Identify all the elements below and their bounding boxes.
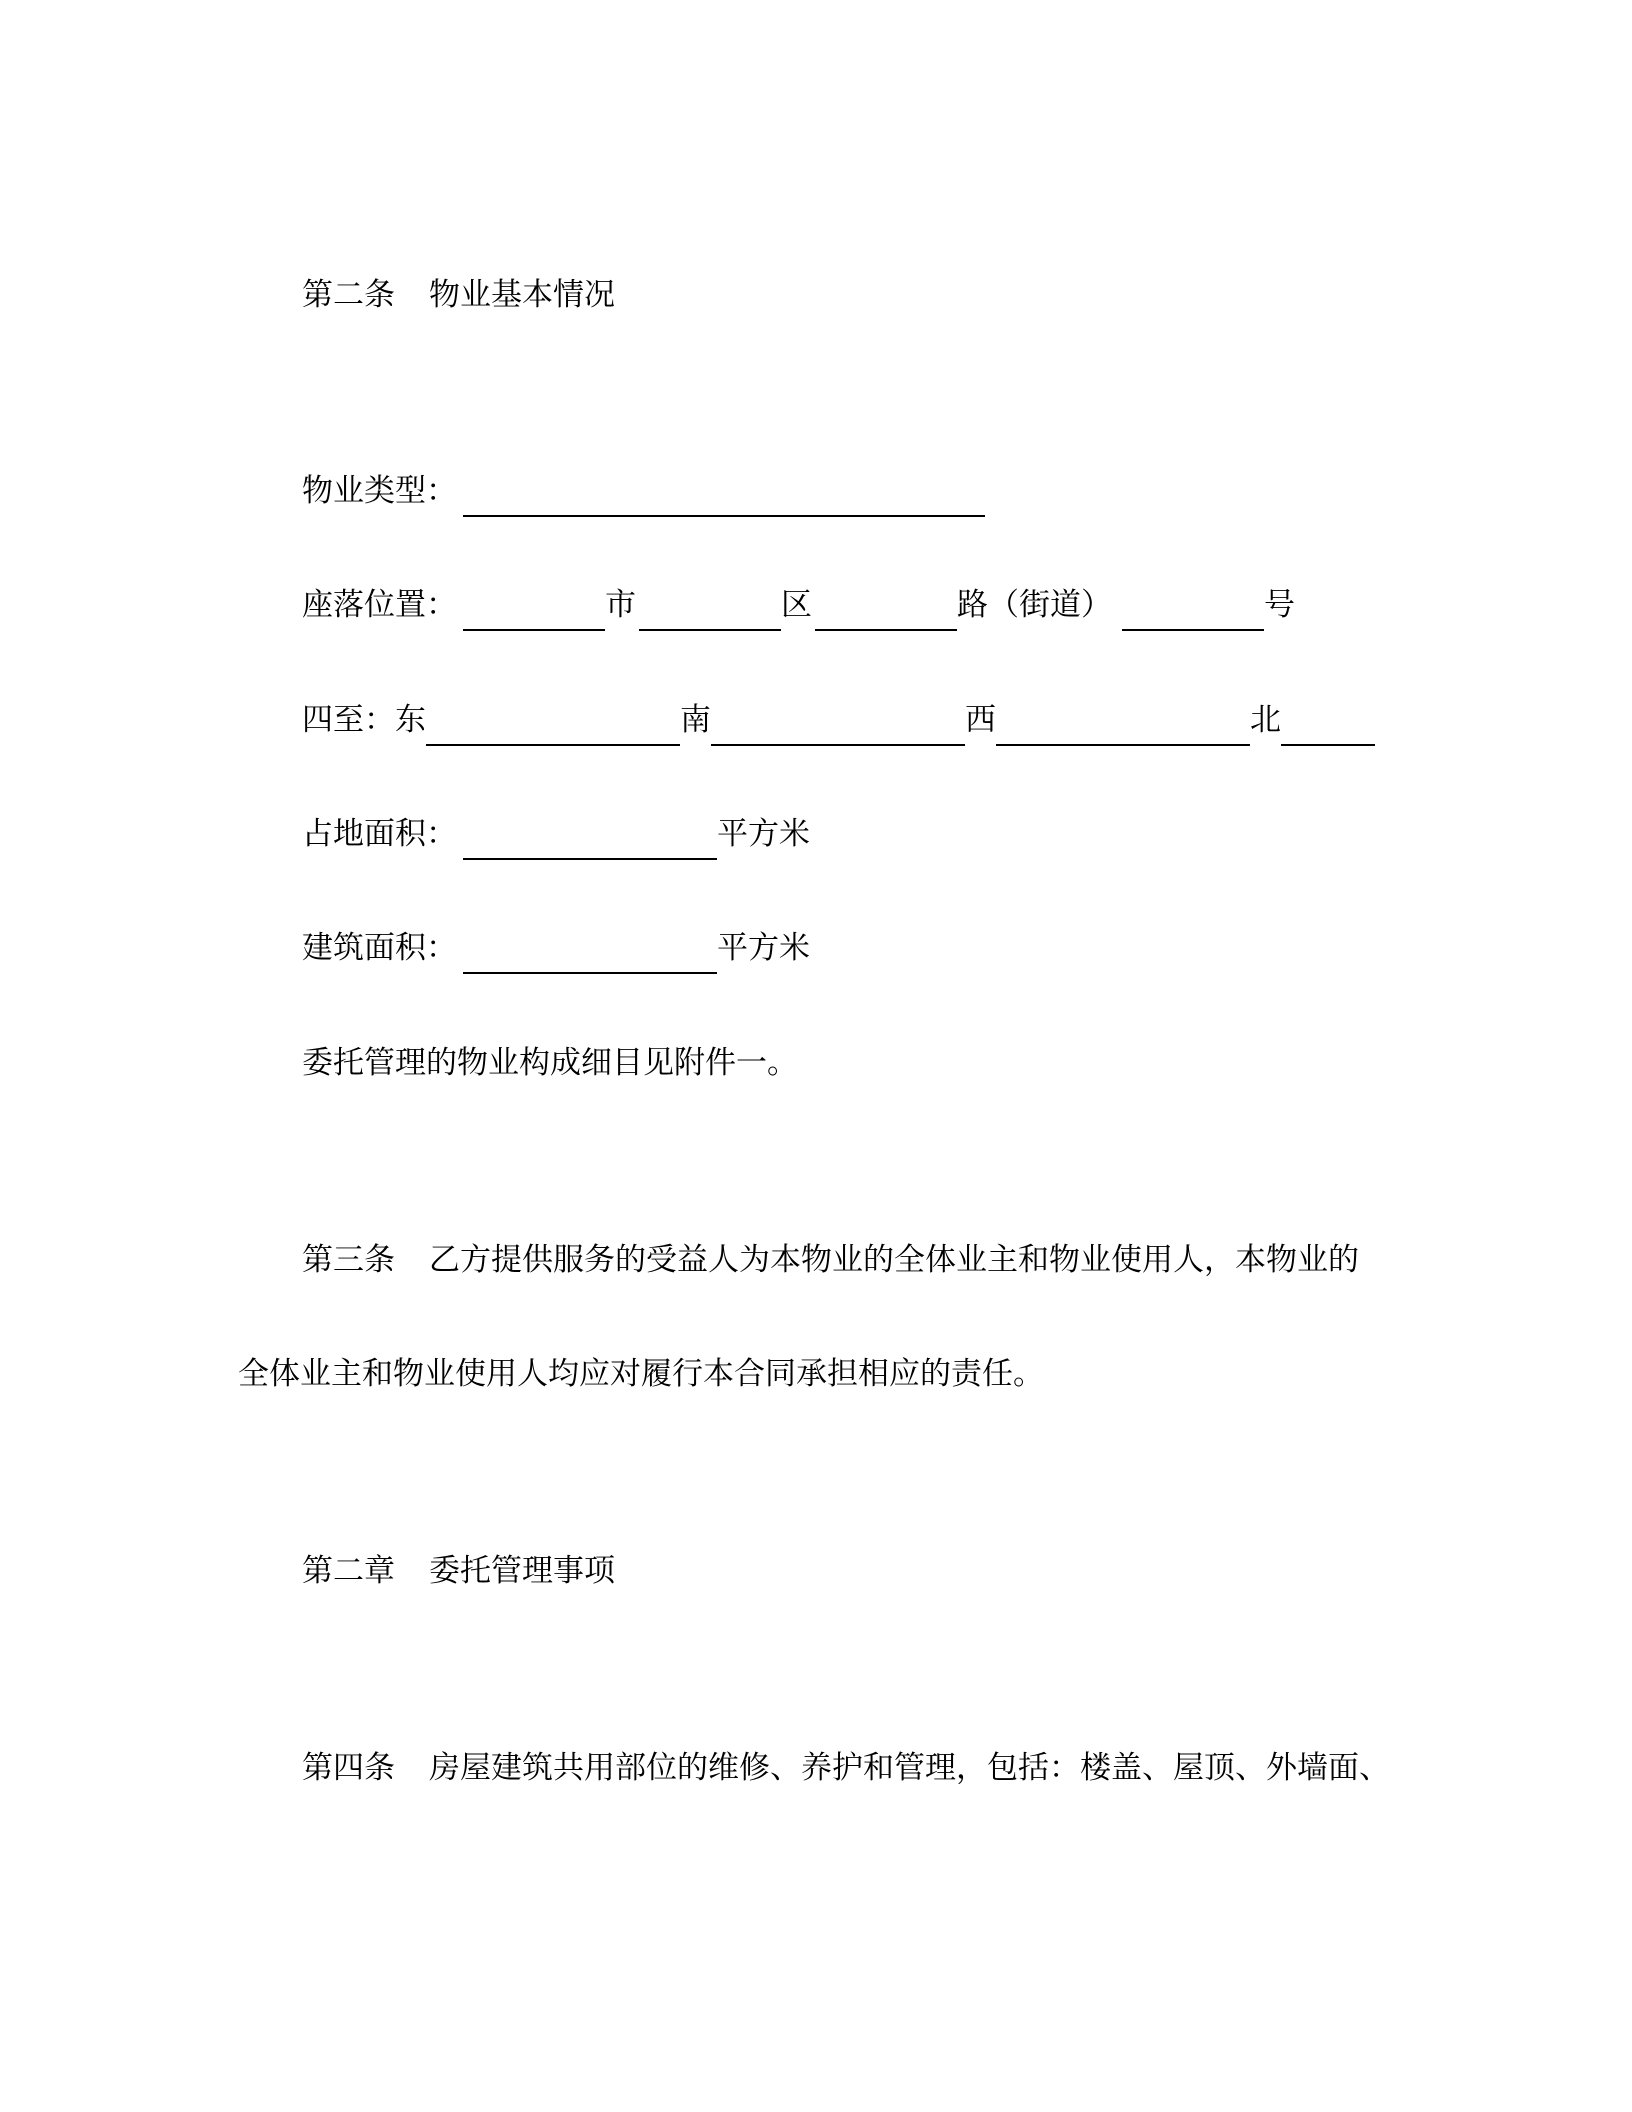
property-type-field[interactable] xyxy=(463,477,985,517)
article2-heading xyxy=(302,275,615,315)
location-row xyxy=(302,585,1295,625)
building-area-label: 建筑面积： xyxy=(302,930,457,966)
chapter2-title: 委托管理事项 xyxy=(429,1553,615,1589)
land-area-row xyxy=(302,814,810,854)
article4-text-line1: 房屋建筑共用部位的维修、养护和管理，包括：楼盖、屋顶、外墙面、 xyxy=(429,1750,1390,1786)
boundaries-label: 四至： xyxy=(302,702,395,738)
boundaries-east-label: 东 xyxy=(395,702,426,738)
property-type-row xyxy=(302,471,985,511)
boundaries-west-field[interactable] xyxy=(996,706,1250,746)
land-area-field[interactable] xyxy=(463,820,717,860)
attachment-note xyxy=(302,1043,798,1083)
boundaries-south-label: 南 xyxy=(680,702,711,738)
article2-title: 物业基本情况 xyxy=(429,277,615,313)
article3-line1 xyxy=(302,1240,1359,1280)
boundaries-east-field[interactable] xyxy=(426,706,680,746)
location-road-field[interactable] xyxy=(815,591,957,631)
building-area-field[interactable] xyxy=(463,934,717,974)
location-road-label: 路（街道） xyxy=(957,587,1112,623)
article3-text-line1: 乙方提供服务的受益人为本物业的全体业主和物业使用人，本物业的 xyxy=(429,1242,1359,1278)
article3-number: 第三条 xyxy=(302,1242,395,1278)
attachment-note-text: 委托管理的物业构成细目见附件一。 xyxy=(302,1045,798,1081)
chapter2-number: 第二章 xyxy=(302,1553,395,1589)
property-type-label: 物业类型： xyxy=(302,473,457,509)
location-city-label: 市 xyxy=(605,587,636,623)
location-city-field[interactable] xyxy=(463,591,605,631)
article3-text-line2: 全体业主和物业使用人均应对履行本合同承担相应的责任。 xyxy=(238,1356,1044,1392)
building-area-unit: 平方米 xyxy=(717,930,810,966)
boundaries-south-field[interactable] xyxy=(711,706,965,746)
land-area-unit: 平方米 xyxy=(717,816,810,852)
boundaries-north-field[interactable] xyxy=(1281,706,1375,746)
building-area-row xyxy=(302,928,810,968)
location-district-label: 区 xyxy=(781,587,812,623)
location-label: 座落位置： xyxy=(302,587,457,623)
article2-number: 第二条 xyxy=(302,277,395,313)
location-number-label: 号 xyxy=(1264,587,1295,623)
location-district-field[interactable] xyxy=(639,591,781,631)
chapter2-heading xyxy=(302,1551,615,1591)
boundaries-row xyxy=(302,700,1375,740)
article4-line1 xyxy=(302,1748,1390,1788)
location-number-field[interactable] xyxy=(1122,591,1264,631)
boundaries-north-label: 北 xyxy=(1250,702,1281,738)
article4-number: 第四条 xyxy=(302,1750,395,1786)
land-area-label: 占地面积： xyxy=(302,816,457,852)
boundaries-west-label: 西 xyxy=(965,702,996,738)
article3-line2 xyxy=(238,1354,1044,1394)
